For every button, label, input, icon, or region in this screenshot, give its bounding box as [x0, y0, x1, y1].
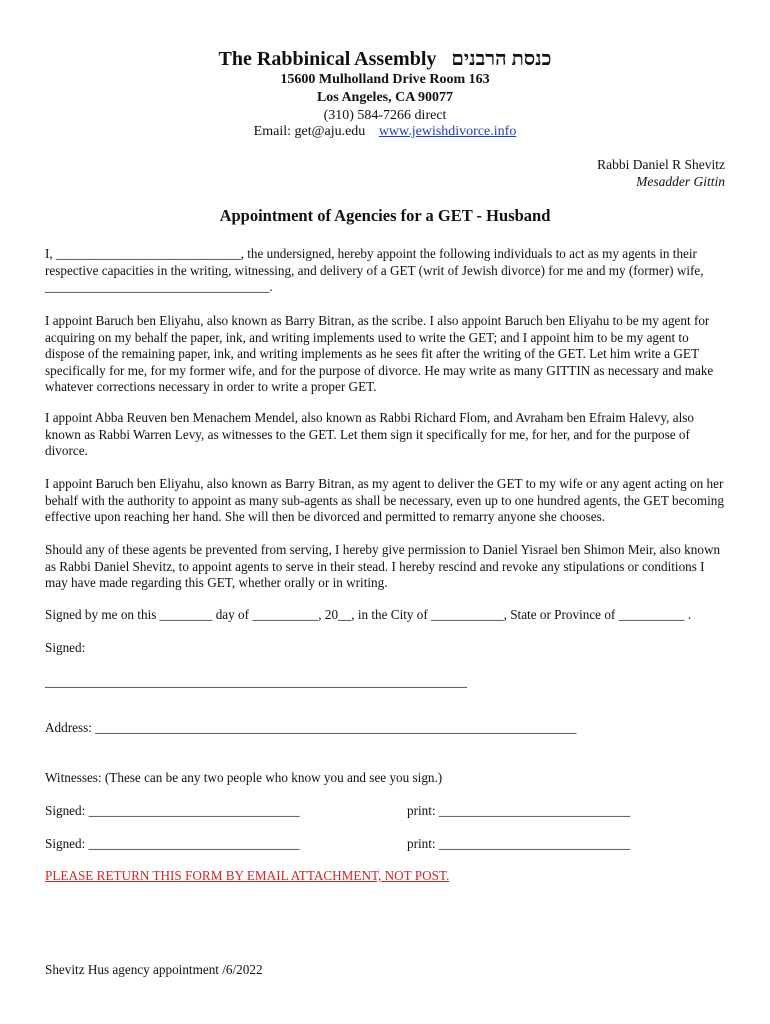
- witnesses-instruction: Witnesses: (These can be any two people who know you and see you sign.): [45, 770, 443, 785]
- email-text: Email: get@aju.edu: [253, 124, 366, 139]
- witness-signed-line: Signed: ________________________________: [45, 836, 300, 851]
- signatory-role: Mesadder Gittin: [636, 174, 725, 189]
- witness-row: [45, 836, 631, 852]
- return-notice: PLEASE RETURN THIS FORM BY EMAIL ATTACHMENT, NOT POST.: [45, 868, 450, 883]
- signatory-block: [597, 156, 725, 190]
- signed-label: Signed:: [45, 640, 86, 655]
- witness-print-line: print: _____________________________: [407, 836, 631, 851]
- phone-line: (310) 584-7266 direct: [323, 108, 447, 123]
- witness-row: [45, 803, 631, 819]
- paragraph-scribe: I appoint Baruch ben Eliyahu, also known as Barry Bitran, as the scribe. I also appoint Baruch ben Eliyahu to be my agent for acquiring on my behalf the paper, ink, and writing implements used to write the GET; and I appoint him to be my agent to dispose of the remaining paper, ink, and writing implements as he sees fit after the writing of the GET. Let him write a GET specifically for me, for my former wife, and for the purpose of divorce. He may write as many GITTIN as necessary and make whatever corrections necessary in order to write a proper GET.: [45, 313, 714, 395]
- organization-title: [0, 48, 770, 71]
- paragraph-substitution: Should any of these agents be prevented from serving, I hereby give permission to Daniel Yisrael ben Shimon Meir, also known as Rabbi Daniel Shevitz, to appoint agents to serve in their stead. I hereby rescind and revoke any stipulations or conditions I may have made regarding this GET, whether orally or in writing.: [45, 542, 721, 591]
- address-line-1: 15600 Mulholland Drive Room 163: [280, 72, 490, 87]
- witness-print-line: print: _____________________________: [407, 803, 631, 818]
- signed-date-line: Signed by me on this ________ day of __________, 20__, in the City of ___________, State or Province of __________ .: [45, 607, 692, 622]
- document-title: Appointment of Agencies for a GET - Husband: [219, 206, 551, 225]
- organization-name-hebrew: כנסת הרבנים: [451, 48, 552, 70]
- footer-text: Shevitz Hus agency appointment /6/2022: [45, 962, 263, 977]
- witness-signed-line: Signed: ________________________________: [45, 803, 300, 818]
- paragraph-undersigned: I, ____________________________, the undersigned, hereby appoint the following individuals to act as my agents in their respective capacities in the writing, witnessing, and delivery of a GET (writ of Jewish divorce) for me and my (former) wife, __________________________________.: [45, 246, 704, 295]
- organization-name: The Rabbinical Assembly: [218, 48, 437, 70]
- signature-line: ________________________________________________________________: [45, 674, 467, 689]
- signatory-name: Rabbi Daniel R Shevitz: [597, 157, 725, 172]
- address-line-2: Los Angeles, CA 90077: [316, 90, 454, 105]
- address-field-line: Address: _________________________________________________________________________: [45, 720, 577, 735]
- contact-line: [0, 124, 770, 140]
- paragraph-delivery: I appoint Baruch ben Eliyahu, also known as Barry Bitran, as my agent to deliver the GET to my wife or any agent acting on her behalf with the authority to appoint as many sub-agents as shall be necessary, even up to one hundred agents, the GET becoming effective upon reaching her hand. She will then be divorced and permitted to remarry anyone she chooses.: [45, 476, 724, 525]
- website-link[interactable]: www.jewishdivorce.info: [378, 124, 517, 139]
- paragraph-witnesses: I appoint Abba Reuven ben Menachem Mendel, also known as Rabbi Richard Flom, and Avraham ben Efraim Halevy, also known as Rabbi Warren Levy, as witnesses to the GET. Let them sign it specifically for me, for her, and for the purpose of divorce.: [45, 410, 694, 459]
